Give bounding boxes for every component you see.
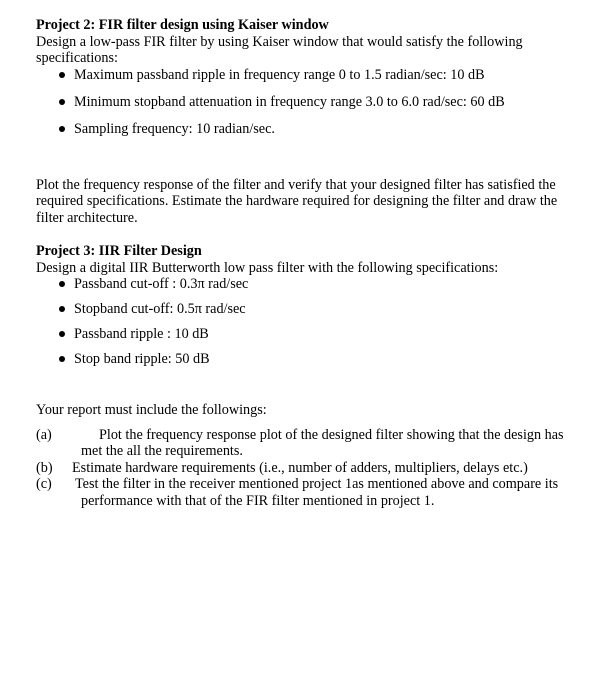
report-intro: Your report must include the followings:: [36, 402, 267, 418]
spec-text: Stop band ripple: 50 dB: [74, 351, 210, 367]
bullet-icon: [59, 356, 65, 362]
bullet-icon: [59, 72, 65, 78]
report-item-text: Test the filter in the receiver mentioned project 1as mentioned above and compare its performance with that of the FIR filter mentioned in project 1.: [75, 476, 559, 509]
list-item: [36, 121, 576, 148]
document-page: [36, 17, 576, 509]
report-item-a: [36, 427, 576, 460]
spec-text: Passband cut-off : 0.3π rad/sec: [74, 276, 249, 292]
project3-title: Project 3: IIR Filter Design: [36, 243, 202, 259]
list-item: [36, 276, 576, 301]
report-item-b: [36, 460, 576, 477]
spec-text: Stopband cut-off: 0.5π rad/sec: [74, 301, 246, 317]
report-item-c: [36, 476, 576, 509]
spec-text: Minimum stopband attenuation in frequency range 3.0 to 6.0 rad/sec: 60 dB: [74, 93, 505, 110]
report-item-text: Plot the frequency response plot of the designed filter showing that the design has met the all the requirements.: [81, 426, 564, 459]
project2-title: Project 2: FIR filter design using Kaiser window: [36, 17, 329, 33]
list-item: [36, 326, 576, 351]
report-item-label: (c): [36, 476, 52, 492]
spec-text: Maximum passband ripple in frequency range 0 to 1.5 radian/sec: 10 dB: [74, 66, 485, 83]
report-item-label: (b): [36, 459, 53, 476]
report-item-text: Estimate hardware requirements (i.e., number of adders, multipliers, delays etc.): [72, 459, 528, 476]
report-item-label: (a): [36, 426, 52, 443]
project3-spec-list: [36, 276, 576, 376]
spec-text: Sampling frequency: 10 radian/sec.: [74, 120, 275, 137]
list-item: [36, 301, 576, 326]
project2-intro: Design a low-pass FIR filter by using Kaiser window that would satisfy the following specifications:: [36, 33, 523, 66]
project2-spec-list: [36, 67, 576, 148]
bullet-icon: [59, 99, 65, 105]
project3-intro: Design a digital IIR Butterworth low pass filter with the following specifications:: [36, 259, 499, 276]
list-item: [36, 94, 576, 121]
bullet-icon: [59, 281, 65, 287]
bullet-icon: [59, 331, 65, 337]
spec-text: Passband ripple : 10 dB: [74, 326, 209, 342]
list-item: [36, 351, 576, 376]
bullet-icon: [59, 306, 65, 312]
bullet-icon: [59, 126, 65, 132]
list-item: [36, 67, 576, 94]
project2-task: Plot the frequency response of the filter and verify that your designed filter has satisfied the required specifications. Estimate the hardware required for designing the filter and draw the filter architecture.: [36, 176, 558, 226]
